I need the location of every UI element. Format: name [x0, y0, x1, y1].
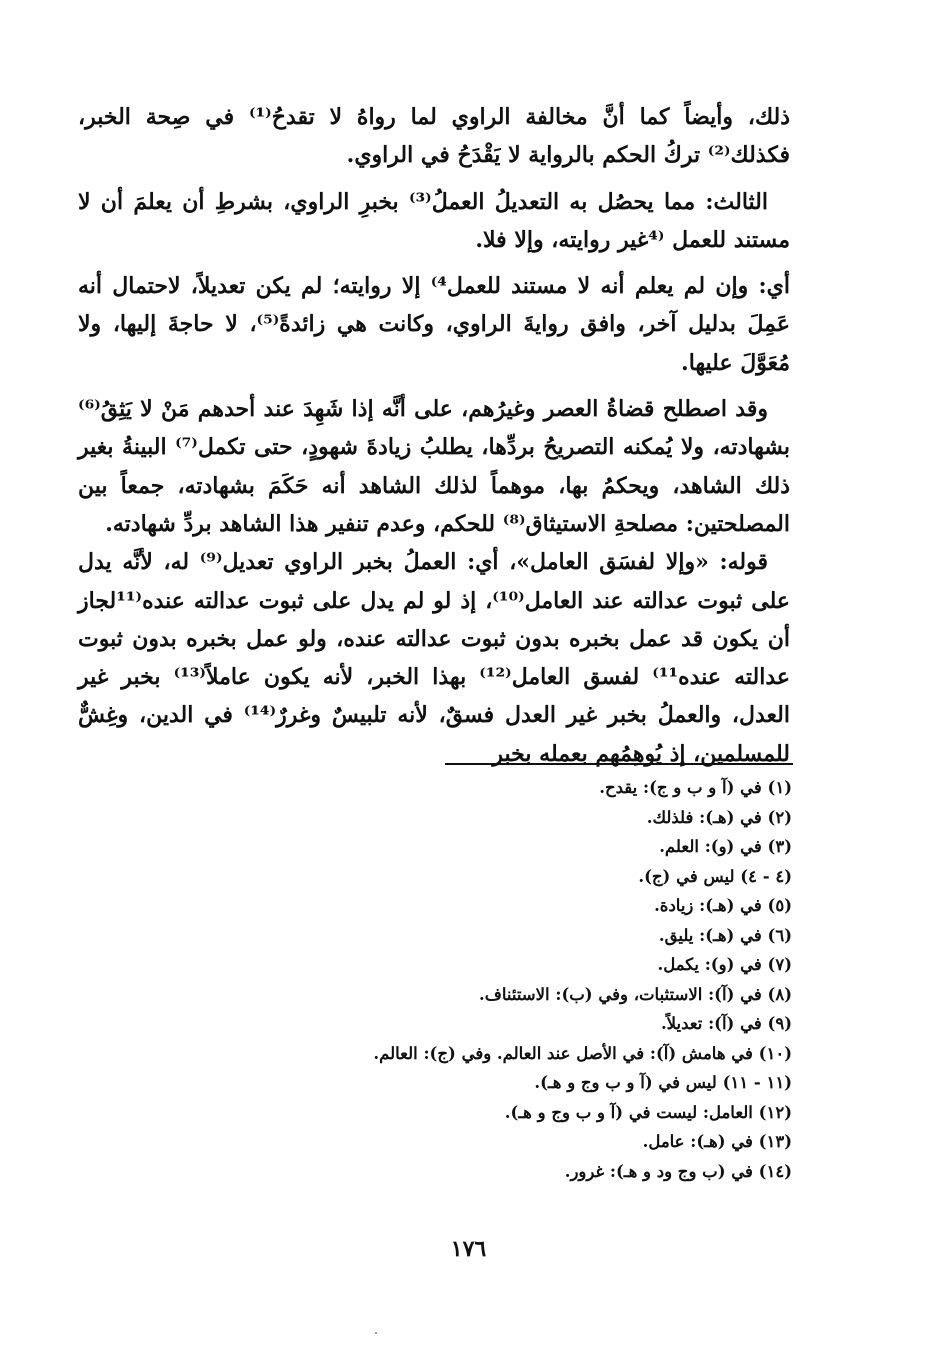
paragraph: وقد اصطلح قضاةُ العصر وغيرُهم، على أنَّه إذا شَهِدَ عند أحدهم مَنْ لا يَثِقُ⁽⁶⁾ بشهادته، ولا يُمكنه التصريحُ بردِّها، يطلبُ زيادةَ شهودٍ، حتى تكمل⁽⁷⁾ البينةُ بغير ذلك الشاهد، ويحكمُ بها، موهماً لذلك الشاهد أنه حَكَمَ بشهادته، جمعاً بين المصلحتين: مصلحةِ الاستيثاق⁽⁸⁾ للحكم، وعدم تنفير هذا الشاهد بردِّ شهادته. [78, 396, 790, 537]
footnote-item: (١٣) في (هـ): عامل. [642, 1132, 792, 1151]
main-text [78, 98, 790, 773]
footnote-item: (١٢) العامل: ليست في (آ و ب وج و هـ). [504, 1102, 792, 1122]
footnote-item: (٧) في (و): يكمل. [657, 955, 792, 974]
footnote-item: (١١ - ١١) ليس في (آ و ب وج و هـ). [534, 1073, 792, 1092]
paragraph: أي: وإن لم يعلم أنه لا مستند للعمل⁴⁾ إلا روايته؛ لم يكن تعديلاً، لاحتمال أنه عَمِلَ بدليل آخر، وافق روايةَ الراوي، وكانت هي زائدةً⁽⁵⁾، لا حاجةَ إليها، ولا مُعَوَّلَ عليها. [78, 273, 790, 376]
footnotes [312, 773, 792, 1186]
footnote-item: (٤ - ٤) ليس في (ج). [638, 866, 792, 886]
footnote-item: (٥) في (هـ): زيادة. [654, 896, 792, 915]
footnote-item: (٨) في (آ): الاستثبات، وفي (ب): الاستئناف. [478, 984, 792, 1004]
paragraph: قوله: «وإلا لفسَق العامل»، أي: العملُ بخبر الراوي تعديل⁽⁹⁾ له، لأنَّه يدل على ثبوت عدالته عند العامل⁽¹⁰⁾، إذ لو لم يدل على ثبوت عدالته عنده⁽¹¹لجاز أن يكون قد عمل بخبره بدون ثبوت عدالته عنده، ولو عمل بخبره بدون ثبوت عدالته عنده¹¹⁾ لفسق العامل⁽¹²⁾ بهذا الخبر، لأنه يكون عاملاً⁽¹³⁾ بخبر غير العدل، والعملُ بخبر غير العدل فسقٌ، لأنه تلبيسٌ وغررٌ⁽¹⁴⁾ في الدين، وغِشٌّ للمسلمين، إذ يُوهِمُهم بعمله بخبر [78, 549, 790, 767]
scan-speck [375, 1332, 377, 1334]
paragraph: ذلك، وأيضاً كما أنَّ مخالفة الراوي لما رواهُ لا تقدحُ⁽¹⁾ في صِحة الخبر، فكذلك⁽²⁾ تركُ الحكم بالرواية لا يَقْدَحُ في الراوي. [78, 104, 790, 169]
footnote-item: (١) في (آ و ب و ج): يقدح. [599, 778, 792, 797]
footnote-item: (٢) في (هـ): فلذلك. [646, 807, 792, 827]
footnote-item: (٣) في (و): العلم. [659, 837, 792, 856]
page-number: ١٧٦ [450, 1236, 487, 1262]
footnote-item: (١٤) في (ب وج ود و هـ): غرور. [564, 1161, 792, 1181]
footnote-separator [445, 763, 793, 765]
paragraph: الثالث: مما يحصُل به التعديلُ العملُ⁽³⁾ بخبرِ الراوي، بشرطِ أن يعلمَ أن لا مستند للعمل ⁽⁴غير روايته، وإلا فلا. [78, 188, 790, 253]
footnote-item: (٦) في (هـ): يليق. [658, 925, 792, 945]
footnote-item: (١٠) في هامش (آ): في الأصل عند العالم. وفي (ج): العالم. [373, 1043, 792, 1063]
footnote-item: (٩) في (آ): تعديلاً. [660, 1014, 792, 1033]
